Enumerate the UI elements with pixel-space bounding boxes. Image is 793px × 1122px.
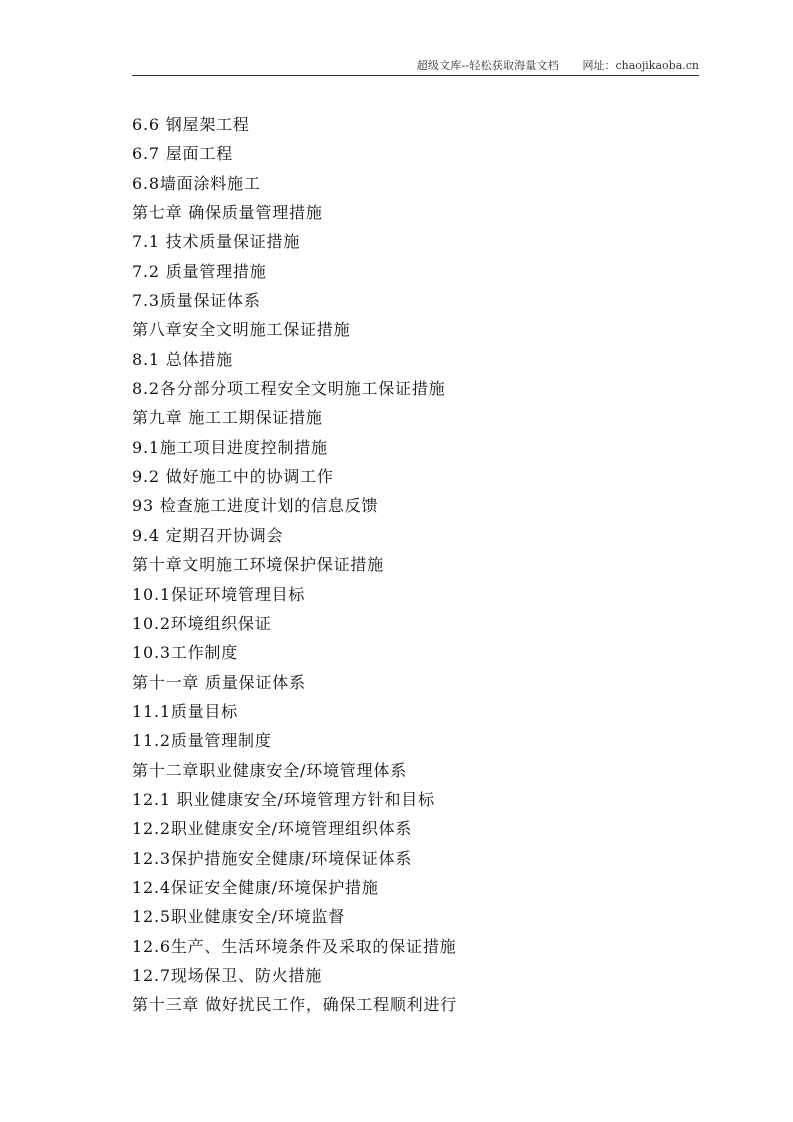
toc-line: 11.1质量目标 (132, 701, 239, 721)
toc-line: 6.6 钢屋架工程 (132, 115, 250, 134)
toc-line: 第十一章 质量保证体系 (132, 672, 306, 692)
toc-line: 10.2环境组织保证 (132, 613, 272, 633)
toc-line: 第十三章 做好扰民工作，确保工程顺利进行 (132, 995, 458, 1015)
toc-line: 9.2 做好施工中的协调工作 (132, 467, 334, 487)
toc-line: 10.3工作制度 (132, 643, 239, 663)
toc-line: 12.5职业健康安全/环境监督 (132, 907, 346, 927)
header-site-text: 超级文库--轻松获取海量文档 (416, 59, 559, 72)
toc-line: 第十二章职业健康安全/环境管理体系 (132, 760, 407, 780)
toc-line: 第八章安全文明施工保证措施 (132, 320, 351, 340)
toc-line: 9.1施工项目进度控制措施 (132, 437, 328, 457)
toc-line: 第九章 施工工期保证措施 (132, 408, 323, 428)
toc-line: 12.1 职业健康安全/环境管理方针和目标 (132, 789, 435, 809)
page-header (132, 57, 699, 76)
toc-line: 12.3保护措施安全健康/环境保证体系 (132, 848, 413, 868)
toc-line: 93 检查施工进度计划的信息反馈 (132, 496, 379, 516)
toc-line: 7.2 质量管理措施 (132, 261, 267, 281)
header-url-text: 网址：chaojikaoba.cn (582, 59, 699, 72)
table-of-contents (132, 110, 457, 1020)
toc-line: 8.1 总体措施 (132, 349, 233, 369)
toc-line: 6.8墙面涂料施工 (132, 173, 261, 193)
toc-line: 10.1保证环境管理目标 (132, 584, 306, 604)
toc-line: 第十章文明施工环境保护保证措施 (132, 555, 385, 575)
toc-line: 第七章 确保质量管理措施 (132, 203, 323, 223)
toc-line: 12.2职业健康安全/环境管理组织体系 (132, 819, 413, 839)
toc-line: 6.7 屋面工程 (132, 144, 233, 164)
toc-line: 12.6生产、生活环境条件及采取的保证措施 (132, 936, 457, 956)
toc-line: 12.7现场保卫、防火措施 (132, 965, 323, 985)
toc-line: 7.1 技术质量保证措施 (132, 232, 301, 252)
toc-line: 8.2各分部分项工程安全文明施工保证措施 (132, 379, 446, 399)
toc-line: 9.4 定期召开协调会 (132, 525, 284, 545)
toc-line: 7.3质量保证体系 (132, 291, 261, 311)
toc-line: 11.2质量管理制度 (132, 731, 272, 751)
toc-line: 12.4保证安全健康/环境保护措施 (132, 877, 379, 897)
